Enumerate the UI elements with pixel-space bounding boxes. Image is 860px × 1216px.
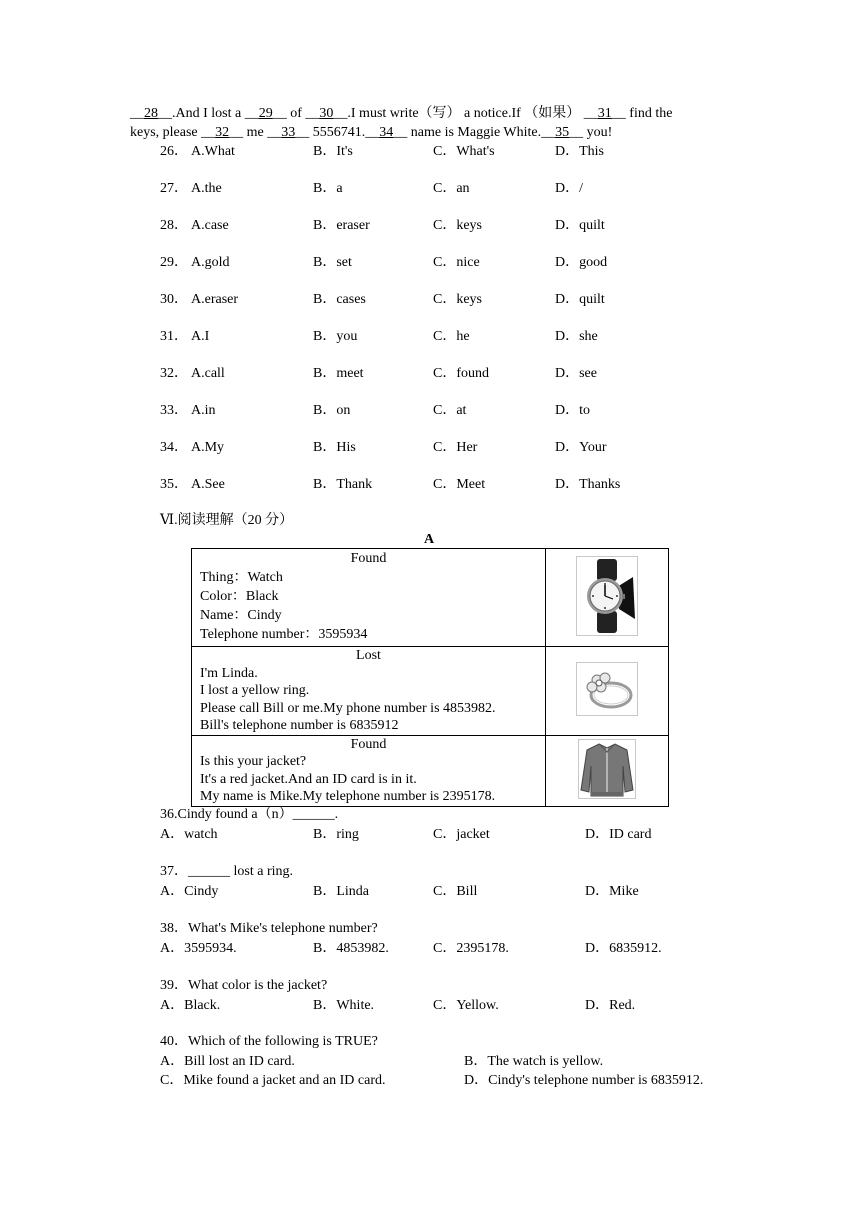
question-number: 27． xyxy=(160,181,188,196)
notice-line: Is this your jacket? xyxy=(200,754,307,769)
answer-option[interactable]: D．good xyxy=(555,255,608,270)
answer-option[interactable]: D．ID card xyxy=(585,827,652,842)
answer-option[interactable]: B．a xyxy=(313,181,343,196)
passage-text: __ find the xyxy=(611,106,673,121)
blank-number: 34 xyxy=(379,125,394,140)
passage-text: __ you! xyxy=(569,125,613,140)
question-number: 28． xyxy=(160,218,188,233)
answer-option[interactable]: B．meet xyxy=(313,366,364,381)
answer-option[interactable]: D．/ xyxy=(555,181,583,196)
blank-number: 29 xyxy=(258,106,273,121)
answer-option[interactable]: B．His xyxy=(313,440,356,455)
answer-option[interactable]: B．you xyxy=(313,329,358,344)
answer-option[interactable]: A.eraser xyxy=(191,292,239,307)
notice-image-cell xyxy=(546,549,669,647)
notice-line: My name is Mike.My telephone number is 2395178. xyxy=(200,789,496,804)
watch-icon xyxy=(576,556,638,636)
part-label: A xyxy=(423,532,435,547)
notice-line: Color：Black xyxy=(200,589,279,604)
blank-number: 30 xyxy=(319,106,334,121)
passage-text: __ 5556741.__ xyxy=(295,125,380,140)
passage-text: __ name is Maggie White.__ xyxy=(393,125,556,140)
answer-option[interactable]: B．Linda xyxy=(313,884,369,899)
question-stem: 37．______ lost a ring. xyxy=(160,864,293,879)
answer-option[interactable]: C．Her xyxy=(433,440,478,455)
question-stem: 38．What's Mike's telephone number? xyxy=(160,921,378,936)
answer-option[interactable]: C．Mike found a jacket and an ID card. xyxy=(160,1073,386,1088)
passage-text: __ xyxy=(130,106,144,121)
answer-option[interactable]: C．Yellow. xyxy=(433,998,499,1013)
answer-option[interactable]: A.the xyxy=(191,181,222,196)
notices-table xyxy=(191,548,669,807)
notice-line: Thing：Watch xyxy=(200,570,283,585)
notice-text-cell xyxy=(192,549,546,647)
answer-option[interactable]: A.I xyxy=(191,329,210,344)
passage-text: __.And I lost a __ xyxy=(158,106,259,121)
notice-line: Please call Bill or me.My phone number is 4853982. xyxy=(200,700,496,716)
answer-option[interactable]: A．Cindy xyxy=(160,884,219,899)
passage-text: __ of __ xyxy=(272,106,320,121)
answer-option[interactable]: B．ring xyxy=(313,827,359,842)
question-stem: 36.Cindy found a（n）______. xyxy=(160,807,339,822)
answer-option[interactable]: D．This xyxy=(555,144,604,159)
jacket-icon xyxy=(578,739,636,799)
answer-option[interactable]: D．6835912. xyxy=(585,941,662,956)
notice-heading: Found xyxy=(350,551,387,566)
answer-option[interactable]: C．jacket xyxy=(433,827,490,842)
blank-number: 32 xyxy=(215,125,230,140)
notice-text-cell xyxy=(192,735,546,806)
answer-option[interactable]: D．quilt xyxy=(555,292,605,307)
question-number: 31． xyxy=(160,329,188,344)
answer-option[interactable]: D．Thanks xyxy=(555,477,621,492)
answer-option[interactable]: D．she xyxy=(555,329,598,344)
answer-option[interactable]: B．eraser xyxy=(313,218,370,233)
passage-text: __.I must write（写） a notice.If （如果） __ xyxy=(333,106,598,121)
answer-option[interactable]: A.call xyxy=(191,366,225,381)
notice-line: Telephone number：3595934 xyxy=(200,627,368,642)
answer-option[interactable]: C．keys xyxy=(433,218,482,233)
notice-text-cell xyxy=(192,647,546,736)
blank-number: 28 xyxy=(144,106,158,121)
answer-option[interactable]: B．White. xyxy=(313,998,375,1013)
answer-option[interactable]: A．watch xyxy=(160,827,218,842)
notice-line: I lost a yellow ring. xyxy=(200,683,310,698)
answer-option[interactable]: D．Your xyxy=(555,440,607,455)
question-number: 33． xyxy=(160,403,188,418)
answer-option[interactable]: B．The watch is yellow. xyxy=(464,1054,604,1069)
question-number: 26． xyxy=(160,144,188,159)
answer-option[interactable]: A.case xyxy=(191,218,229,233)
answer-option[interactable]: C．found xyxy=(433,366,489,381)
answer-option[interactable]: C．Bill xyxy=(433,884,478,899)
notice-line: I'm Linda. xyxy=(200,665,258,681)
question-number: 34． xyxy=(160,440,188,455)
answer-option[interactable]: B．It's xyxy=(313,144,353,159)
notice-line: Bill's telephone number is 6835912 xyxy=(200,718,399,733)
question-number: 32． xyxy=(160,366,188,381)
answer-option[interactable]: B．Thank xyxy=(313,477,373,492)
notice-row-jacket xyxy=(192,735,669,806)
answer-option[interactable]: A．Black. xyxy=(160,998,221,1013)
answer-option[interactable]: C．What's xyxy=(433,144,495,159)
answer-option[interactable]: D．to xyxy=(555,403,590,418)
question-number: 29． xyxy=(160,255,188,270)
answer-option[interactable]: A．Bill lost an ID card. xyxy=(160,1054,295,1069)
answer-option[interactable]: A.My xyxy=(191,440,225,455)
passage-line-2 xyxy=(130,124,612,142)
answer-option[interactable]: A．3595934. xyxy=(160,941,237,956)
answer-option[interactable]: C．an xyxy=(433,181,470,196)
answer-option[interactable]: B．cases xyxy=(313,292,366,307)
answer-option[interactable]: D．see xyxy=(555,366,597,381)
answer-option[interactable]: D．Red. xyxy=(585,998,636,1013)
passage-text: keys, please __ xyxy=(130,125,216,140)
blank-number: 35 xyxy=(555,125,570,140)
answer-option[interactable]: B．set xyxy=(313,255,352,270)
answer-option[interactable]: A.What xyxy=(191,144,235,159)
notice-heading: Lost xyxy=(356,648,381,663)
notice-line: It's a red jacket.And an ID card is in it. xyxy=(200,771,417,787)
answer-option[interactable]: B．on xyxy=(313,403,351,418)
answer-option[interactable]: C．nice xyxy=(433,255,480,270)
blank-number: 31 xyxy=(597,106,612,121)
answer-option[interactable]: C．Meet xyxy=(433,477,486,492)
answer-option[interactable]: D．quilt xyxy=(555,218,605,233)
notice-heading: Found xyxy=(350,736,387,752)
passage-text: __ me __ xyxy=(229,125,282,140)
answer-option[interactable]: C．2395178. xyxy=(433,941,509,956)
answer-option[interactable]: A.See xyxy=(191,477,225,492)
question-number: 35． xyxy=(160,477,188,492)
notice-row-ring xyxy=(192,647,669,736)
question-number: 30． xyxy=(160,292,188,307)
answer-option[interactable]: C．keys xyxy=(433,292,482,307)
answer-option[interactable]: D．Cindy's telephone number is 6835912. xyxy=(464,1073,704,1088)
answer-option[interactable]: A.gold xyxy=(191,255,230,270)
answer-option[interactable]: D．Mike xyxy=(585,884,639,899)
ring-icon xyxy=(576,662,638,716)
notice-image-cell xyxy=(546,647,669,736)
question-stem: 40．Which of the following is TRUE? xyxy=(160,1034,378,1049)
question-stem: 39．What color is the jacket? xyxy=(160,978,328,993)
answer-option[interactable]: A.in xyxy=(191,403,216,418)
section-title: Ⅵ.阅读理解（20 分） xyxy=(160,513,294,528)
notice-row-watch xyxy=(192,549,669,647)
answer-option[interactable]: C．he xyxy=(433,329,470,344)
passage-line-1 xyxy=(130,105,672,123)
answer-option[interactable]: C．at xyxy=(433,403,467,418)
notice-image-cell xyxy=(546,735,669,806)
answer-option[interactable]: B．4853982. xyxy=(313,941,389,956)
notice-line: Name：Cindy xyxy=(200,608,282,623)
blank-number: 33 xyxy=(281,125,296,140)
